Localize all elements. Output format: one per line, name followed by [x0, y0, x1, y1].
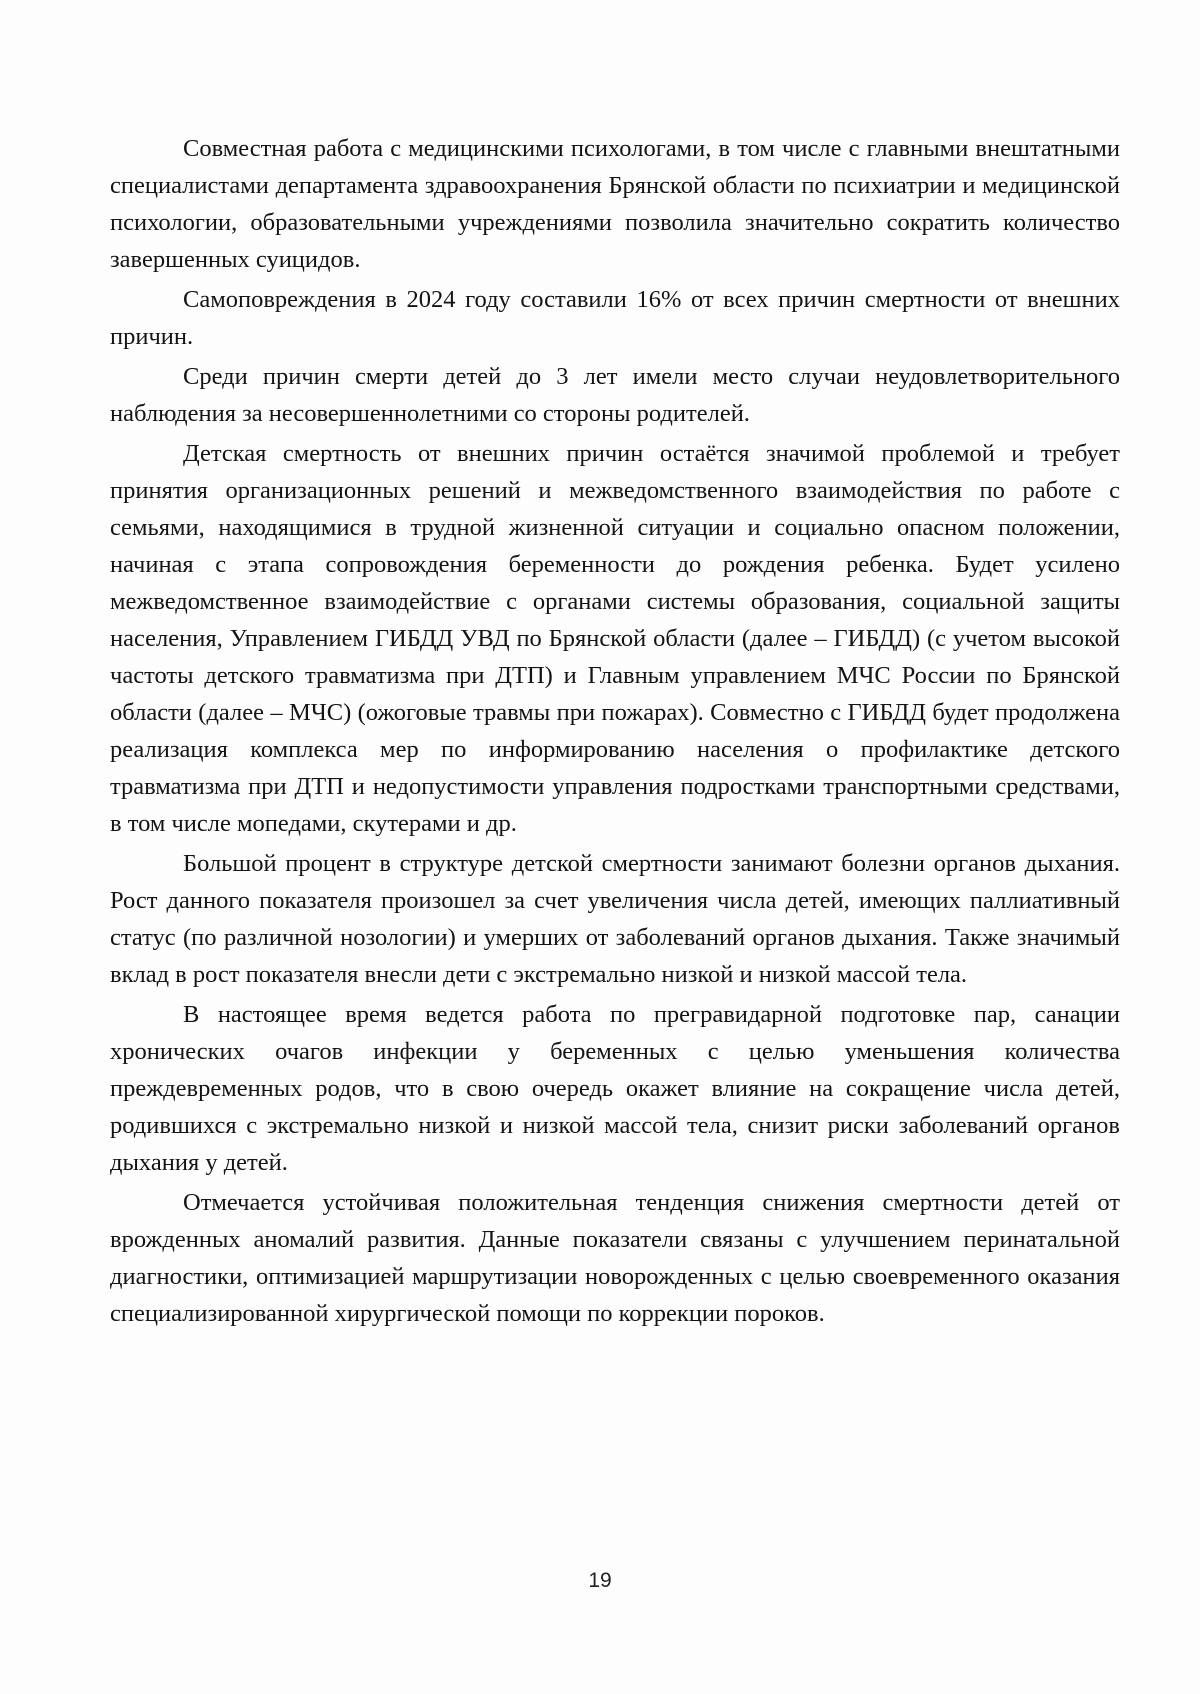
paragraph-external-causes: Детская смертность от внешних причин остаётся значимой проблемой и требует принятия организационных решений и межведомственного взаимодействия по работе с семьями, находящимися в трудной жизненной ситуации и социально опасном положении, начиная с этапа сопровождения беременности до рождения ребенка. Будет усилено межведомственное взаимодействие с органами системы образования, социальной защиты населения, Управлением ГИБДД УВД по Брянской области (далее – ГИБДД) (с учетом высокой частоты детского травматизма при ДТП) и Главным управлением МЧС России по Брянской области (далее – МЧС) (ожоговые травмы при пожарах). Совместно с ГИБДД будет продолжена реализация комплекса мер по информированию населения о профилактике детского травматизма при ДТП и недопустимости управления подростками транспортными средствами, в том числе мопедами, скутерами и др.: [110, 440, 1120, 837]
paragraph-pregravid-preparation: В настоящее время ведется работа по прегравидарной подготовке пар, санации хронических очагов инфекции у беременных с целью уменьшения количества преждевременных родов, что в свою очередь окажет влияние на сокращение числа детей, родившихся с экстремально низкой и низкой массой тела, снизит риски заболеваний органов дыхания у детей.: [110, 1001, 1120, 1176]
paragraph-respiratory-diseases: Большой процент в структуре детской смертности занимают болезни органов дыхания. Рост данного показателя произошел за счет увеличения числа детей, имеющих паллиативный статус (по различной нозологии) и умерших от заболеваний органов дыхания. Также значимый вклад в рост показателя внесли дети с экстремально низкой и низкой массой тела.: [110, 850, 1120, 988]
paragraph-self-harm: Самоповреждения в 2024 году составили 16% от всех причин смертности от внешних причин.: [110, 286, 1120, 350]
paragraph-congenital-anomalies: Отмечается устойчивая положительная тенденция снижения смертности детей от врожденных аномалий развития. Данные показатели связаны с улучшением перинатальной диагностики, оптимизацией маршрутизации новорожденных с целью своевременного оказания специализированной хирургической помощи по коррекции пороков.: [110, 1189, 1120, 1327]
page-number: 19: [588, 1569, 612, 1592]
paragraph-under-three: Среди причин смерти детей до 3 лет имели место случаи неудовлетворительного наблюдения за несовершеннолетними со стороны родителей.: [110, 363, 1120, 427]
paragraph-suicide-prevention: Совместная работа с медицинскими психологами, в том числе с главными внештатными специалистами департамента здравоохранения Брянской области по психиатрии и медицинской психологии, образовательными учреждениями позволила значительно сократить количество завершенных суицидов.: [110, 135, 1120, 273]
document-body: [110, 130, 1120, 1335]
